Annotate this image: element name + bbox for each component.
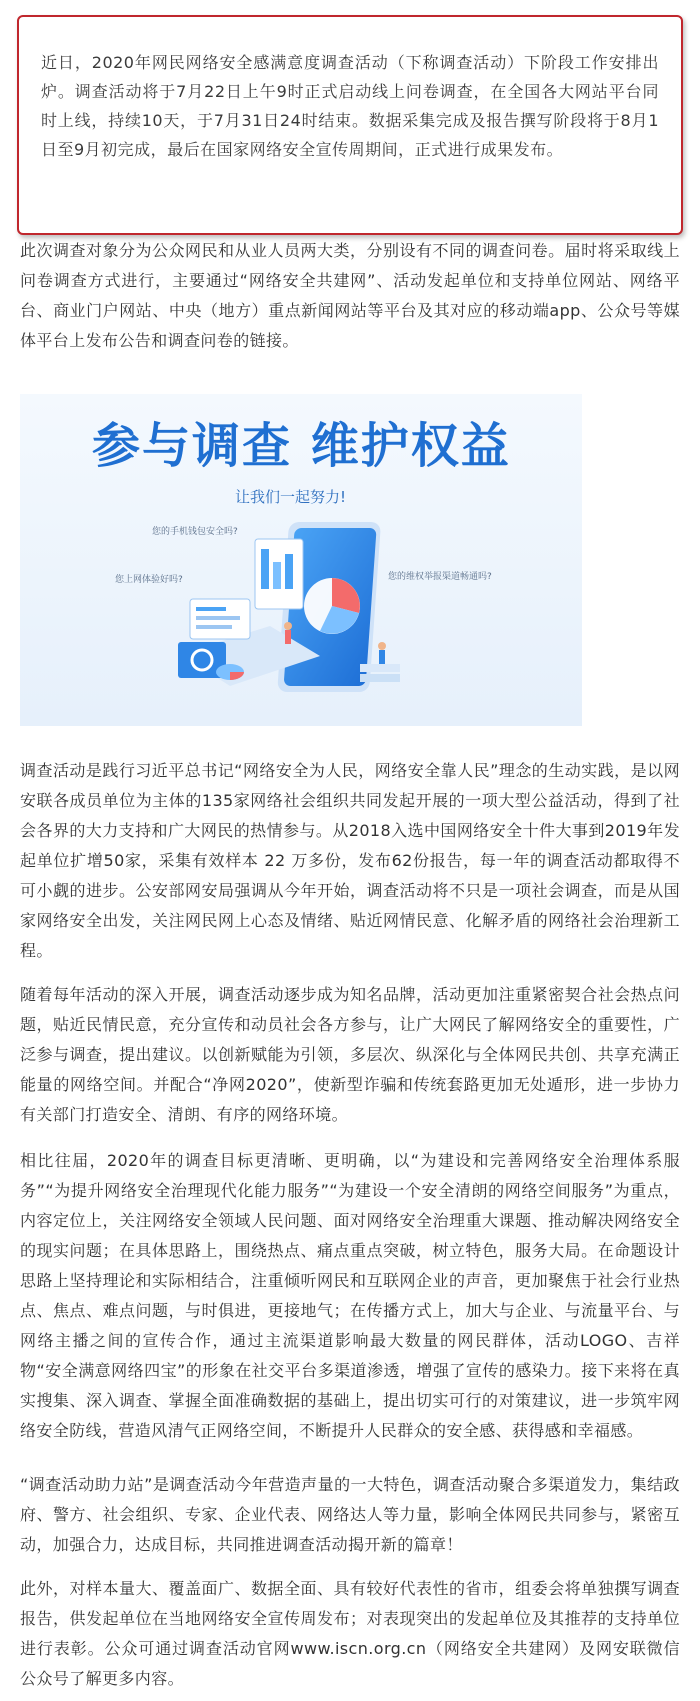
paragraph-2: 调查活动是践行习近平总书记“网络安全为人民，网络安全靠人民”理念的生动实践，是以网安联各成员单位为主体的135家网络社会组织共同发起开展的一项大型公益活动，得到了社会各界的大力支持和广大网民的热情参与。从2018入选中国网络安全十件大事到2019年发起单位扩增50家，采集有效样本 22 万多份，发布62份报告，每一年的调查活动都取得不可小觑的进步。公安部网安局强调从今年开始，调查活动将不只是一项社会调查，而是从国家网络安全出发，关注网民网上心态及情绪、贴近网情民意、化解矛盾的网络社会治理新工程。	[20, 761, 680, 960]
question-bubble-experience	[115, 573, 183, 585]
question-bubble-report-channel	[388, 570, 492, 582]
pie-chart-decoration	[216, 664, 244, 680]
paragraph-3: 随着每年活动的深入开展，调查活动逐步成为知名品牌，活动更加注重紧密契合社会热点问题，贴近民情民意，充分宣传和动员社会各方参与，让广大网民了解网络安全的重要性，广泛参与调查，提出建议。以创新赋能为引领，多层次、纵深化与全体网民共创、共享充满正能量的网络空间。并配合“净网2020”，使新型诈骗和传统套路更加无处遁形，进一步协力有关部门打造安全、清朗、有序的网络环境。	[20, 985, 680, 1124]
lead-summary-text: 近日，2020年网民网络安全感满意度调查活动（下称调查活动）下阶段工作安排出炉。调查活动将于7月22日上午9时正式启动线上问卷调查，在全国各大网站平台同时上线，持续10天，于7月31日24时结束。数据采集完成及报告撰写阶段将于8月1日至9月初完成，最后在国家网络安全宣传周期间，正式进行成果发布。	[41, 53, 659, 159]
banner-illustration	[20, 394, 582, 726]
svg-text:您的维权举报渠道畅通吗?: 您的维权举报渠道畅通吗?	[388, 572, 492, 582]
paragraph-5: “调查活动助力站”是调查活动今年营造声量的一大特色，调查活动聚合多渠道发力，集结政府、警方、社会组织、专家、企业代表、网络达人等力量，影响全体网民共同参与，紧密互动，加强合力，达成目标，共同推进调查活动揭开新的篇章！	[20, 1475, 680, 1554]
survey-banner-image	[20, 394, 582, 726]
svg-text:您上网体验好吗?: 您上网体验好吗?	[115, 575, 183, 585]
banner-subline: 让我们一起努力!	[235, 488, 347, 506]
question-bubble-wallet	[152, 525, 238, 537]
paragraph-6: 此外，对样本量大、覆盖面广、数据全面、具有较好代表性的省市，组委会将单独撰写调查报告，供发起单位在当地网络安全宣传周发布；对表现突出的发起单位及其推荐的支持单位进行表彰。公众可通过调查活动官网www.iscn.org.cn（网络安全共建网）及网安联微信公众号了解更多内容。	[20, 1579, 680, 1688]
lead-summary-box	[17, 15, 683, 235]
banner-headline: 参与调查 维护权益	[92, 418, 511, 474]
paragraph-4: 相比往届，2020年的调查目标更清晰、更明确，以“为建设和完善网络安全治理体系服务”“为提升网络安全治理现代化能力服务”“为建设一个安全清朗的网络空间服务”为重点，内容定位上，关注网络安全领域人民问题、面对网络安全治理重大课题、推动解决网络安全的现实问题；在具体思路上，围绕热点、痛点重点突破，树立特色，服务大局。在命题设计思路上坚持理论和实际相结合，注重倾听网民和互联网企业的声音，更加聚焦于社会行业热点、焦点、难点问题，与时俱进，更接地气；在传播方式上，加大与企业、与流量平台、与网络主播之间的宣传合作，通过主流渠道影响最大数量的网民群体，活动LOGO、吉祥物“安全满意网络四宝”的形象在社交平台多渠道渗透，增强了宣传的感染力。接下来将在真实搜集、深入调查、掌握全面准确数据的基础上，提出切实可行的对策建议，进一步筑牢网络安全防线，营造风清气正网络空间，不断提升人民群众的安全感、获得感和幸福感。	[20, 1151, 680, 1440]
paragraph-1: 此次调查对象分为公众网民和从业人员两大类，分别设有不同的调查问卷。届时将采取线上问卷调查方式进行，主要通过“网络安全共建网”、活动发起单位和支持单位网站、网络平台、商业门户网站、中央（地方）重点新闻网站等平台及其对应的移动端app、公众号等媒体平台上发布公告和调查问卷的链接。	[20, 241, 680, 350]
svg-text:您的手机钱包安全吗?: 您的手机钱包安全吗?	[152, 527, 238, 537]
